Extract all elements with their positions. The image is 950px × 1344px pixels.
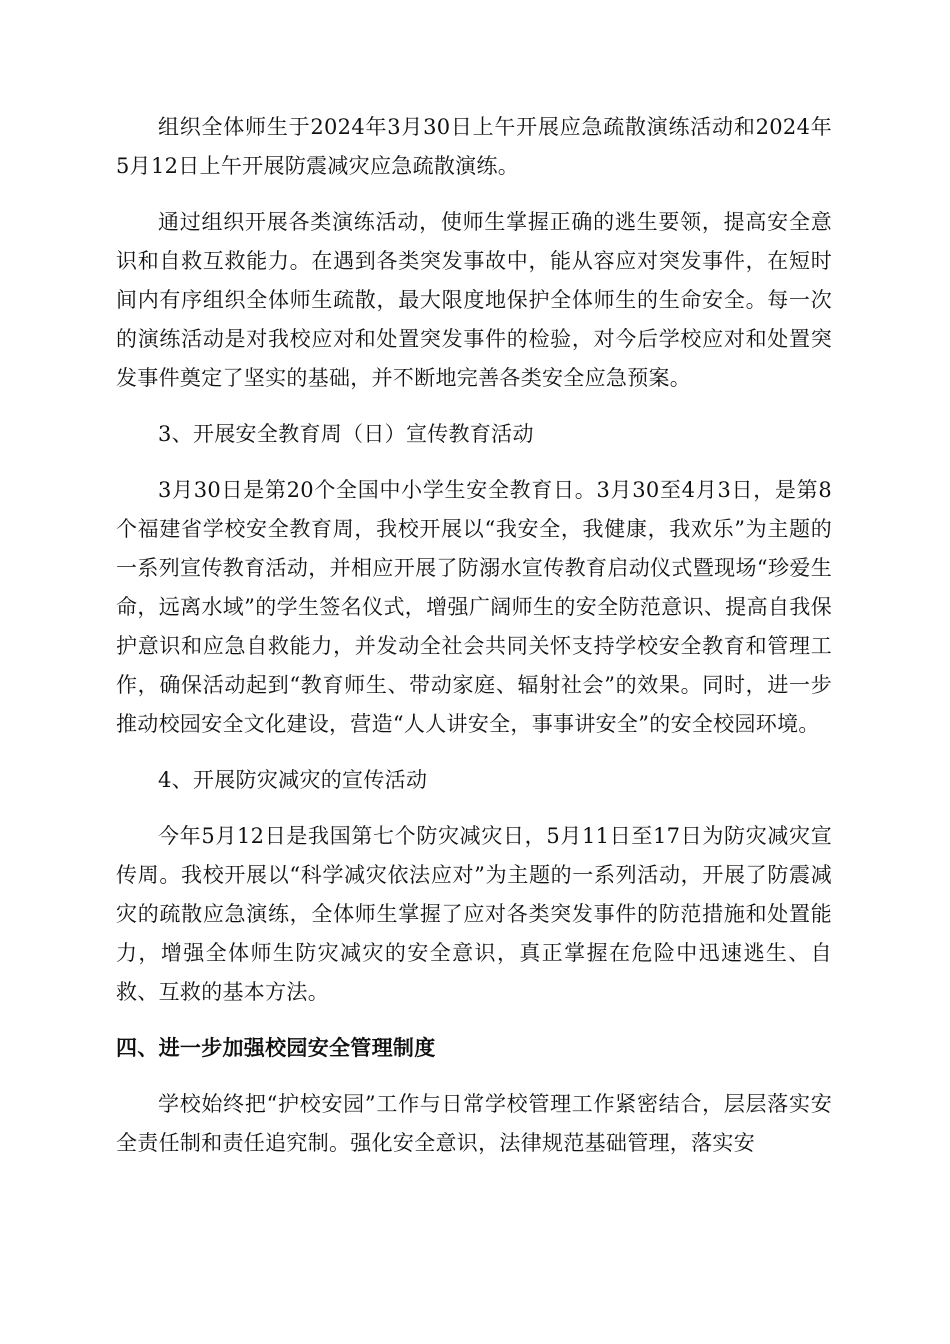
subheading-safety-week: 3、开展安全教育周（日）宣传教育活动 [158,422,534,446]
document-page [116,108,832,1180]
paragraph-management: 学校始终把“护校安园”工作与日常学校管理工作紧密结合，层层落实安全责任制和责任追究制。强化安全意识，法律规范基础管理，落实安 [116,1092,832,1155]
section-heading-management: 四、进一步加强校园安全管理制度 [116,1036,436,1060]
subheading-disaster-prevention: 4、开展防灾减灾的宣传活动 [158,768,428,792]
paragraph-drill-dates: 组织全体师生于2024年3月30日上午开展应急疏散演练活动和2024年5月12日上午开展防震减灾应急疏散演练。 [116,115,832,178]
paragraph-drill-purpose: 通过组织开展各类演练活动，使师生掌握正确的逃生要领，提高安全意识和自救互救能力。在遇到各类突发事故中，能从容应对突发事件，在短时间内有序组织全体师生疏散，最大限度地保护全体师生的生命安全。每一次的演练活动是对我校应对和处置突发事件的检验，对今后学校应对和处置突发事件奠定了坚实的基础，并不断地完善各类安全应急预案。 [116,210,832,390]
paragraph-disaster-prevention: 今年5月12日是我国第七个防灾减灾日，5月11日至17日为防灾减灾宣传周。我校开展以“科学减灾依法应对”为主题的一系列活动，开展了防震减灾的疏散应急演练，全体师生掌握了应对各类突发事件的防范措施和处置能力，增强全体师生防灾减灾的安全意识，真正掌握在危险中迅速逃生、自救、互救的基本方法。 [116,824,832,1004]
paragraph-safety-week: 3月30日是第20个全国中小学生安全教育日。3月30至4月3日，是第8个福建省学校安全教育周，我校开展以“我安全，我健康，我欢乐”为主题的一系列宣传教育活动，并相应开展了防溺水宣传教育启动仪式暨现场“珍爱生命，远离水域”的学生签名仪式，增强广阔师生的安全防范意识、提高自我保护意识和应急自救能力，并发动全社会共同关怀支持学校安全教育和管理工作，确保活动起到“教育师生、带动家庭、辐射社会”的效果。同时，进一步推动校园安全文化建设，营造“人人讲安全，事事讲安全”的安全校园环境。 [116,478,832,736]
